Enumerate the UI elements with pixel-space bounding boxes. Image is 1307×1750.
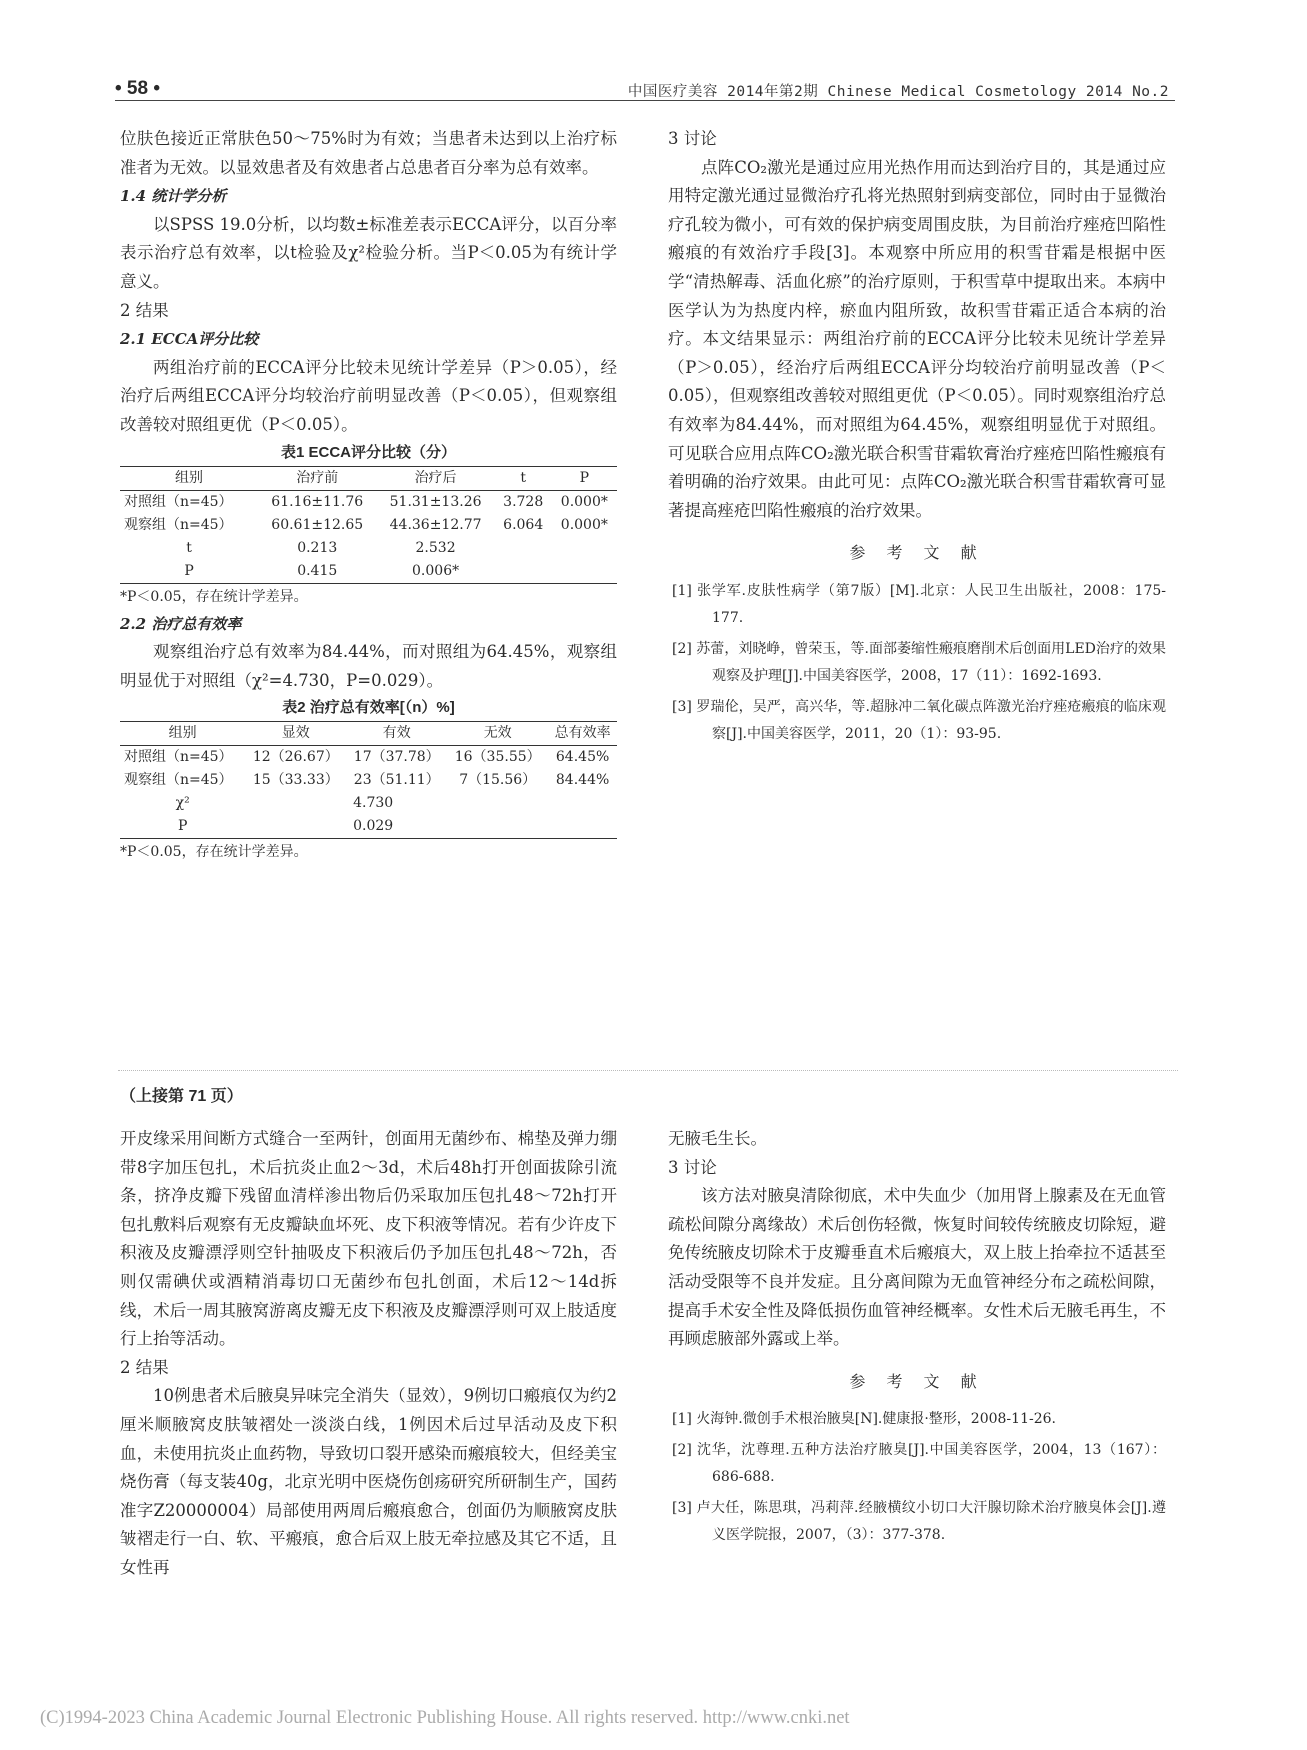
- paragraph: 无腋毛生长。: [668, 1129, 767, 1148]
- references-list: [668, 1406, 1166, 1549]
- table-cell: 23（51.11）: [353, 772, 440, 789]
- table-cell: 7（15.56）: [459, 772, 537, 789]
- table-row: [120, 746, 617, 770]
- top-right-column: [668, 125, 1166, 752]
- table-cell: χ²: [175, 795, 190, 812]
- table2-note: *P＜0.05，存在统计学差异。: [120, 844, 308, 861]
- section-heading: 2.1 ECCA评分比较: [120, 330, 259, 349]
- table-header-cell: 总有效率: [548, 722, 617, 746]
- section-heading: 3 讨论: [668, 1157, 717, 1177]
- table-cell: 6.064: [503, 516, 544, 533]
- section-heading: 2.2 治疗总有效率: [120, 614, 242, 633]
- reference-item: [3] 卢大任，陈思琪，冯莉萍.经腋横纹小切口大汗腺切除术治疗腋臭体会[J].遵义医学院报，2007，（3）：377-378.: [672, 1500, 1166, 1544]
- paragraph: 点阵CO₂激光是通过应用光热作用而达到治疗目的，其是通过应用特定激光通过显微治疗孔将光热照射到病变部位，同时由于显微治疗孔较为微小，可有效的保护病变周围皮肤，为目前治疗痤疮凹陷性瘢痕的有效治疗手段[3]。本观察中所应用的积雪苷霜是根据中医学“清热解毒、活血化瘀”的治疗原则，于积雪草中提取出来。本病中医学认为为热度内梓，瘀血内阻所致，故积雪苷霜正适合本病的治疗。本文结果显示：两组治疗前的ECCA评分比较未见统计学差异（P＞0.05），经治疗后两组ECCA评分均较治疗前明显改善（P＜0.05），但观察组改善较对照组更优（P＜0.05）。同时观察组治疗总有效率为84.44%，而对照组为64.45%，观察组明显优于对照组。可见联合应用点阵CO₂激光联合积雪苷霜软膏治疗痤疮凹陷性瘢痕有着明确的治疗效果。由此可见：点阵CO₂激光联合积雪苷霜软膏可显著提高痤疮凹陷性瘢痕的治疗效果。: [668, 157, 1166, 520]
- table-header-cell: 显效: [245, 722, 346, 746]
- table-header-cell: 治疗后: [376, 466, 494, 490]
- table-header-cell: 组别: [120, 466, 258, 490]
- table-row: [120, 490, 617, 514]
- table-cell: 4.730: [353, 795, 394, 812]
- top-left-column: [120, 125, 617, 865]
- section-heading: 2 结果: [120, 300, 169, 320]
- table-header-cell: 有效: [346, 722, 447, 746]
- table-cell: 51.31±13.26: [389, 493, 482, 510]
- table-header-cell: P: [552, 466, 617, 490]
- page-number: • 58 •: [115, 78, 160, 99]
- references-list: [668, 578, 1166, 748]
- header-rule: [115, 100, 1175, 101]
- paragraph: 该方法对腋臭清除彻底，术中失血少（加用肾上腺素及在无血管疏松间隙分离缘故）术后创伤轻微，恢复时间较传统腋皮切除短，避免传统腋皮切除术于皮瓣垂直术后瘢痕大，双上肢上抬牵拉不适甚至活动受限等不良并发症。且分离间隙为无血管神经分布之疏松间隙，提高手术安全性及降低损伤血管神经概率。女性术后无腋毛再生，不再顾虑腋部外露或上举。: [668, 1186, 1166, 1349]
- table1-note: *P＜0.05，存在统计学差异。: [120, 588, 308, 605]
- table-cell: [552, 560, 617, 584]
- table-row: [120, 792, 617, 815]
- table-cell: P: [120, 560, 258, 584]
- reference-item: [1] 张学军.皮肤性病学（第7版）[M].北京：人民卫生出版社，2008：175-177.: [672, 582, 1166, 626]
- table-row: [120, 537, 617, 560]
- table-header-cell: 组别: [120, 722, 245, 746]
- reference-item: [2] 苏蕾，刘晓峥，曾荣玉，等.面部萎缩性瘢痕磨削术后创面用LED治疗的效果观察及护理[J].中国美容医学，2008，17（11）：1692-1693.: [672, 640, 1166, 684]
- table-cell: 17（37.78）: [353, 749, 440, 766]
- copyright-footer: (C)1994-2023 China Academic Journal Electronic Publishing House. All rights reserved. http://www.cnki.net: [40, 1708, 850, 1728]
- table-cell: [552, 537, 617, 560]
- table1-caption: 表1 ECCA评分比较（分）: [280, 443, 456, 461]
- table-cell: 对照组（n=45）: [124, 749, 233, 766]
- table-cell: 44.36±12.77: [389, 516, 482, 533]
- table-row: [120, 560, 617, 584]
- table-row: [120, 815, 617, 839]
- paragraph: 以SPSS 19.0分析，以均数±标准差表示ECCA评分，以百分率表示治疗总有效率，以t检验及χ²检验分析。当P＜0.05为有统计学意义。: [120, 214, 617, 291]
- table-cell: 60.61±12.65: [271, 516, 364, 533]
- paragraph: 10例患者术后腋臭异味完全消失（显效），9例切口瘢痕仅为约2厘米顺腋窝皮肤皱褶处一淡淡白线，1例因术后过早活动及皮下积血，未使用抗炎止血药物，导致切口裂开感染而瘢痕较大，但经美宝烧伤膏（每支装40g，北京光明中医烧伤创疡研究所研制生产，国药准字Z20000004）局部使用两周后瘢痕愈合，创面仍为顺腋窝皮肤皱褶走行一白、软、平瘢痕，愈合后双上肢无牵拉感及其它不适，且女性再: [120, 1386, 617, 1577]
- reference-item: [3] 罗瑞伦，吴严，高兴华，等.超脉冲二氧化碳点阵激光治疗痤疮瘢痕的临床观察[J].中国美容医学，2011，20（1）：93-95.: [672, 698, 1166, 742]
- table-cell: 2.532: [415, 539, 456, 556]
- table-cell: 0.000*: [560, 516, 608, 533]
- paragraph: 观察组治疗总有效率为84.44%，而对照组为64.45%，观察组明显优于对照组（χ²=4.730，P=0.029）。: [120, 642, 617, 690]
- table-header-cell: 治疗前: [258, 466, 376, 490]
- section-heading: 3 讨论: [668, 129, 717, 148]
- table2-caption: 表2 治疗总有效率[（n）%]: [282, 699, 455, 717]
- table-cell: 84.44%: [555, 772, 610, 789]
- table-cell: 15（33.33）: [252, 772, 339, 789]
- table-cell: 观察组（n=45）: [124, 516, 233, 533]
- table-row: [120, 769, 617, 792]
- table-header-cell: t: [495, 466, 552, 490]
- references-title: 参 考 文 献: [849, 1371, 985, 1391]
- table2: [120, 721, 617, 839]
- table-cell: 对照组（n=45）: [124, 493, 233, 510]
- table-cell: 0.213: [297, 539, 338, 556]
- section-divider: [118, 1070, 1178, 1071]
- table-cell: 0.029: [245, 815, 617, 839]
- section-heading: 2 结果: [120, 1357, 169, 1377]
- table-cell: 3.728: [503, 493, 544, 510]
- table-row: [120, 514, 617, 537]
- paragraph: 开皮缘采用间断方式缝合一至两针，创面用无菌纱布、棉垫及弹力绷带8字加压包扎，术后抗炎止血2～3d，术后48h打开创面拔除引流条，挤净皮瓣下残留血清样渗出物后仍采取加压包扎48～72h打开包扎敷料后观察有无皮瓣缺血坏死、皮下积液等情况。若有少许皮下积液及皮瓣漂浮则空针抽吸皮下积液后仍予加压包扎48～72h，否则仅需碘伏或酒精消毒切口无菌纱布包扎创面，术后12～14d拆线，术后一周其腋窝游离皮瓣无皮下积液及皮瓣漂浮则可双上肢适度行上抬等活动。: [120, 1129, 617, 1349]
- table-cell: 16（35.55）: [454, 749, 541, 766]
- table-cell: 61.16±11.76: [271, 493, 364, 510]
- table1: [120, 466, 617, 584]
- table-header-cell: 无效: [447, 722, 548, 746]
- table-cell: 观察组（n=45）: [124, 772, 233, 789]
- table-cell: 64.45%: [555, 749, 610, 766]
- reference-item: [2] 沈华，沈尊理.五种方法治疗腋臭[J].中国美容医学，2004，13（167）：686-688.: [672, 1442, 1166, 1486]
- table-cell: [495, 537, 552, 560]
- table-cell: P: [120, 815, 245, 839]
- table-cell: 0.000*: [560, 493, 608, 510]
- paragraph: 位肤色接近正常肤色50～75%时为有效；当患者未达到以上治疗标准者为无效。以显效患者及有效患者占总患者百分率为总有效率。: [120, 129, 617, 177]
- table-cell: [495, 560, 552, 584]
- table-cell: 0.415: [258, 560, 376, 584]
- bottom-right-column: [668, 1125, 1166, 1553]
- continued-from-label: （上接第 71 页）: [120, 1088, 243, 1105]
- bottom-left-column: [120, 1125, 617, 1583]
- section-heading: 1.4 统计学分析: [120, 187, 227, 206]
- journal-header: 中国医疗美容 2014年第2期 Chinese Medical Cosmetology 2014 No.2: [627, 84, 1169, 100]
- references-title: 参 考 文 献: [849, 543, 985, 563]
- paragraph: 两组治疗前的ECCA评分比较未见统计学差异（P＞0.05），经治疗后两组ECCA评分均较治疗前明显改善（P＜0.05），但观察组改善较对照组更优（P＜0.05）。: [120, 357, 617, 434]
- table-cell: 0.006*: [376, 560, 494, 584]
- table-cell: 12（26.67）: [252, 749, 339, 766]
- reference-item: [1] 火海钟.微创手术根治腋臭[N].健康报·整形，2008-11-26.: [672, 1411, 1056, 1428]
- table-cell: t: [186, 539, 192, 556]
